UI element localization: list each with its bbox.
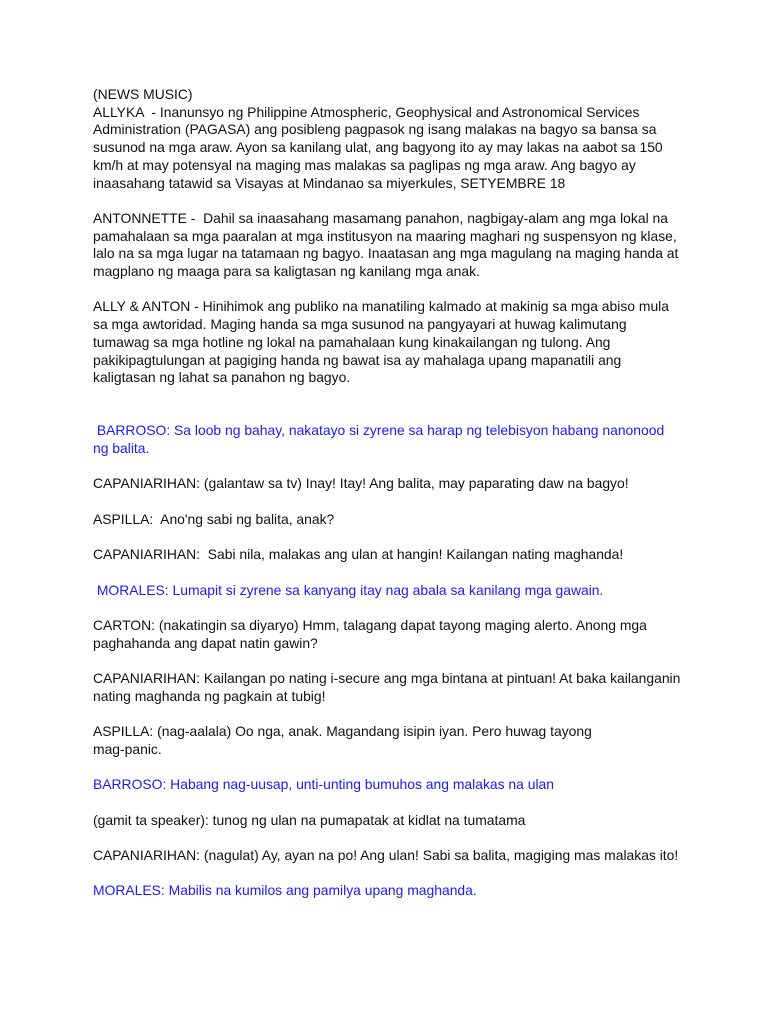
stage-direction-morales-1: MORALES: Lumapit si zyrene sa kanyang itay nag abala sa kanilang mga gawain.	[93, 581, 604, 598]
script-document	[93, 86, 683, 918]
news-intro-paragraph: (NEWS MUSIC) ALLYKA - Inanunsyo ng Philippine Atmospheric, Geophysical and Astronomical Services Administration (PAGASA) ang posibleng pagpasok ng isang malakas na bagyo sa bansa sa susunod na mga araw. Ayon sa kanilang ulat, ang bagyong ito ay may lakas na aabot sa 150 km/h at may potensyal na maging mas malakas sa paglipas ng mga araw. Ang bagyo ay inaasahang tatawid sa Visayas at Mindanao sa miyerkules, SETYEMBRE 18	[93, 86, 663, 191]
dialogue-capaniarihan-1: CAPANIARIHAN: (galantaw sa tv) Inay! Itay! Ang balita, may paparating daw na bagyo!	[93, 475, 629, 492]
dialogue-capaniarihan-2: CAPANIARIHAN: Sabi nila, malakas ang ulan at hangin! Kailangan nating maghanda!	[93, 546, 624, 563]
ally-anton-paragraph: ALLY & ANTON - Hinihimok ang publiko na manatiling kalmado at makinig sa mga abiso mula sa mga awtoridad. Maging handa sa mga susunod na pangyayari at huwag kalimutang tumawag sa mga hotline ng lokal na pamahalaan kung kinakailangan ng tulong. Ang pakikipagtulungan at pagiging handa ng bawat isa ay mahalaga upang mapanatili ang kaligtasan ng lahat sa panahon ng bagyo.	[93, 298, 673, 386]
dialogue-capaniarihan-4: CAPANIARIHAN: (nagulat) Ay, ayan na po! Ang ulan! Sabi sa balita, magiging mas malakas ito!	[93, 847, 679, 864]
stage-direction-morales-2: MORALES: Mabilis na kumilos ang pamilya upang maghanda.	[93, 882, 477, 899]
stage-direction-barroso-2: BARROSO: Habang nag-uusap, unti-unting bumuhos ang malakas na ulan	[93, 776, 554, 793]
dialogue-capaniarihan-3: CAPANIARIHAN: Kailangan po nating i-secure ang mga bintana at pintuan! At baka kailanganin nating maghanda ng pagkain at tubig!	[93, 670, 685, 704]
dialogue-aspilla-2: ASPILLA: (nag-aalala) Oo nga, anak. Magandang isipin iyan. Pero huwag tayong mag-panic.	[93, 723, 592, 757]
sound-effect-note: (gamit ta speaker): tunog ng ulan na pumapatak at kidlat na tumatama	[93, 811, 526, 828]
dialogue-carton-1: CARTON: (nakatingin sa diyaryo) Hmm, talagang dapat tayong maging alerto. Anong mga paghahanda ang dapat natin gawin?	[93, 616, 651, 651]
dialogue-aspilla-1: ASPILLA: Ano'ng sabi ng balita, anak?	[93, 510, 335, 527]
spacer	[93, 405, 683, 423]
antonnette-paragraph: ANTONNETTE - Dahil sa inaasahang masamang panahon, nagbigay-alam ang mga lokal na pamahalaan sa mga paaralan at mga institusyon na maaring maghari ng suspensyon ng klase, lalo na sa mga lugar na tatamaan ng bagyo. Inaatasan ang mga magulang na maging handa at magplano ng maaga para sa kaligtasan ng kanilang mga anak.	[93, 209, 683, 280]
stage-direction-barroso-1: BARROSO: Sa loob ng bahay, nakatayo si zyrene sa harap ng telebisyon habang nanonood ng balita.	[93, 422, 669, 456]
